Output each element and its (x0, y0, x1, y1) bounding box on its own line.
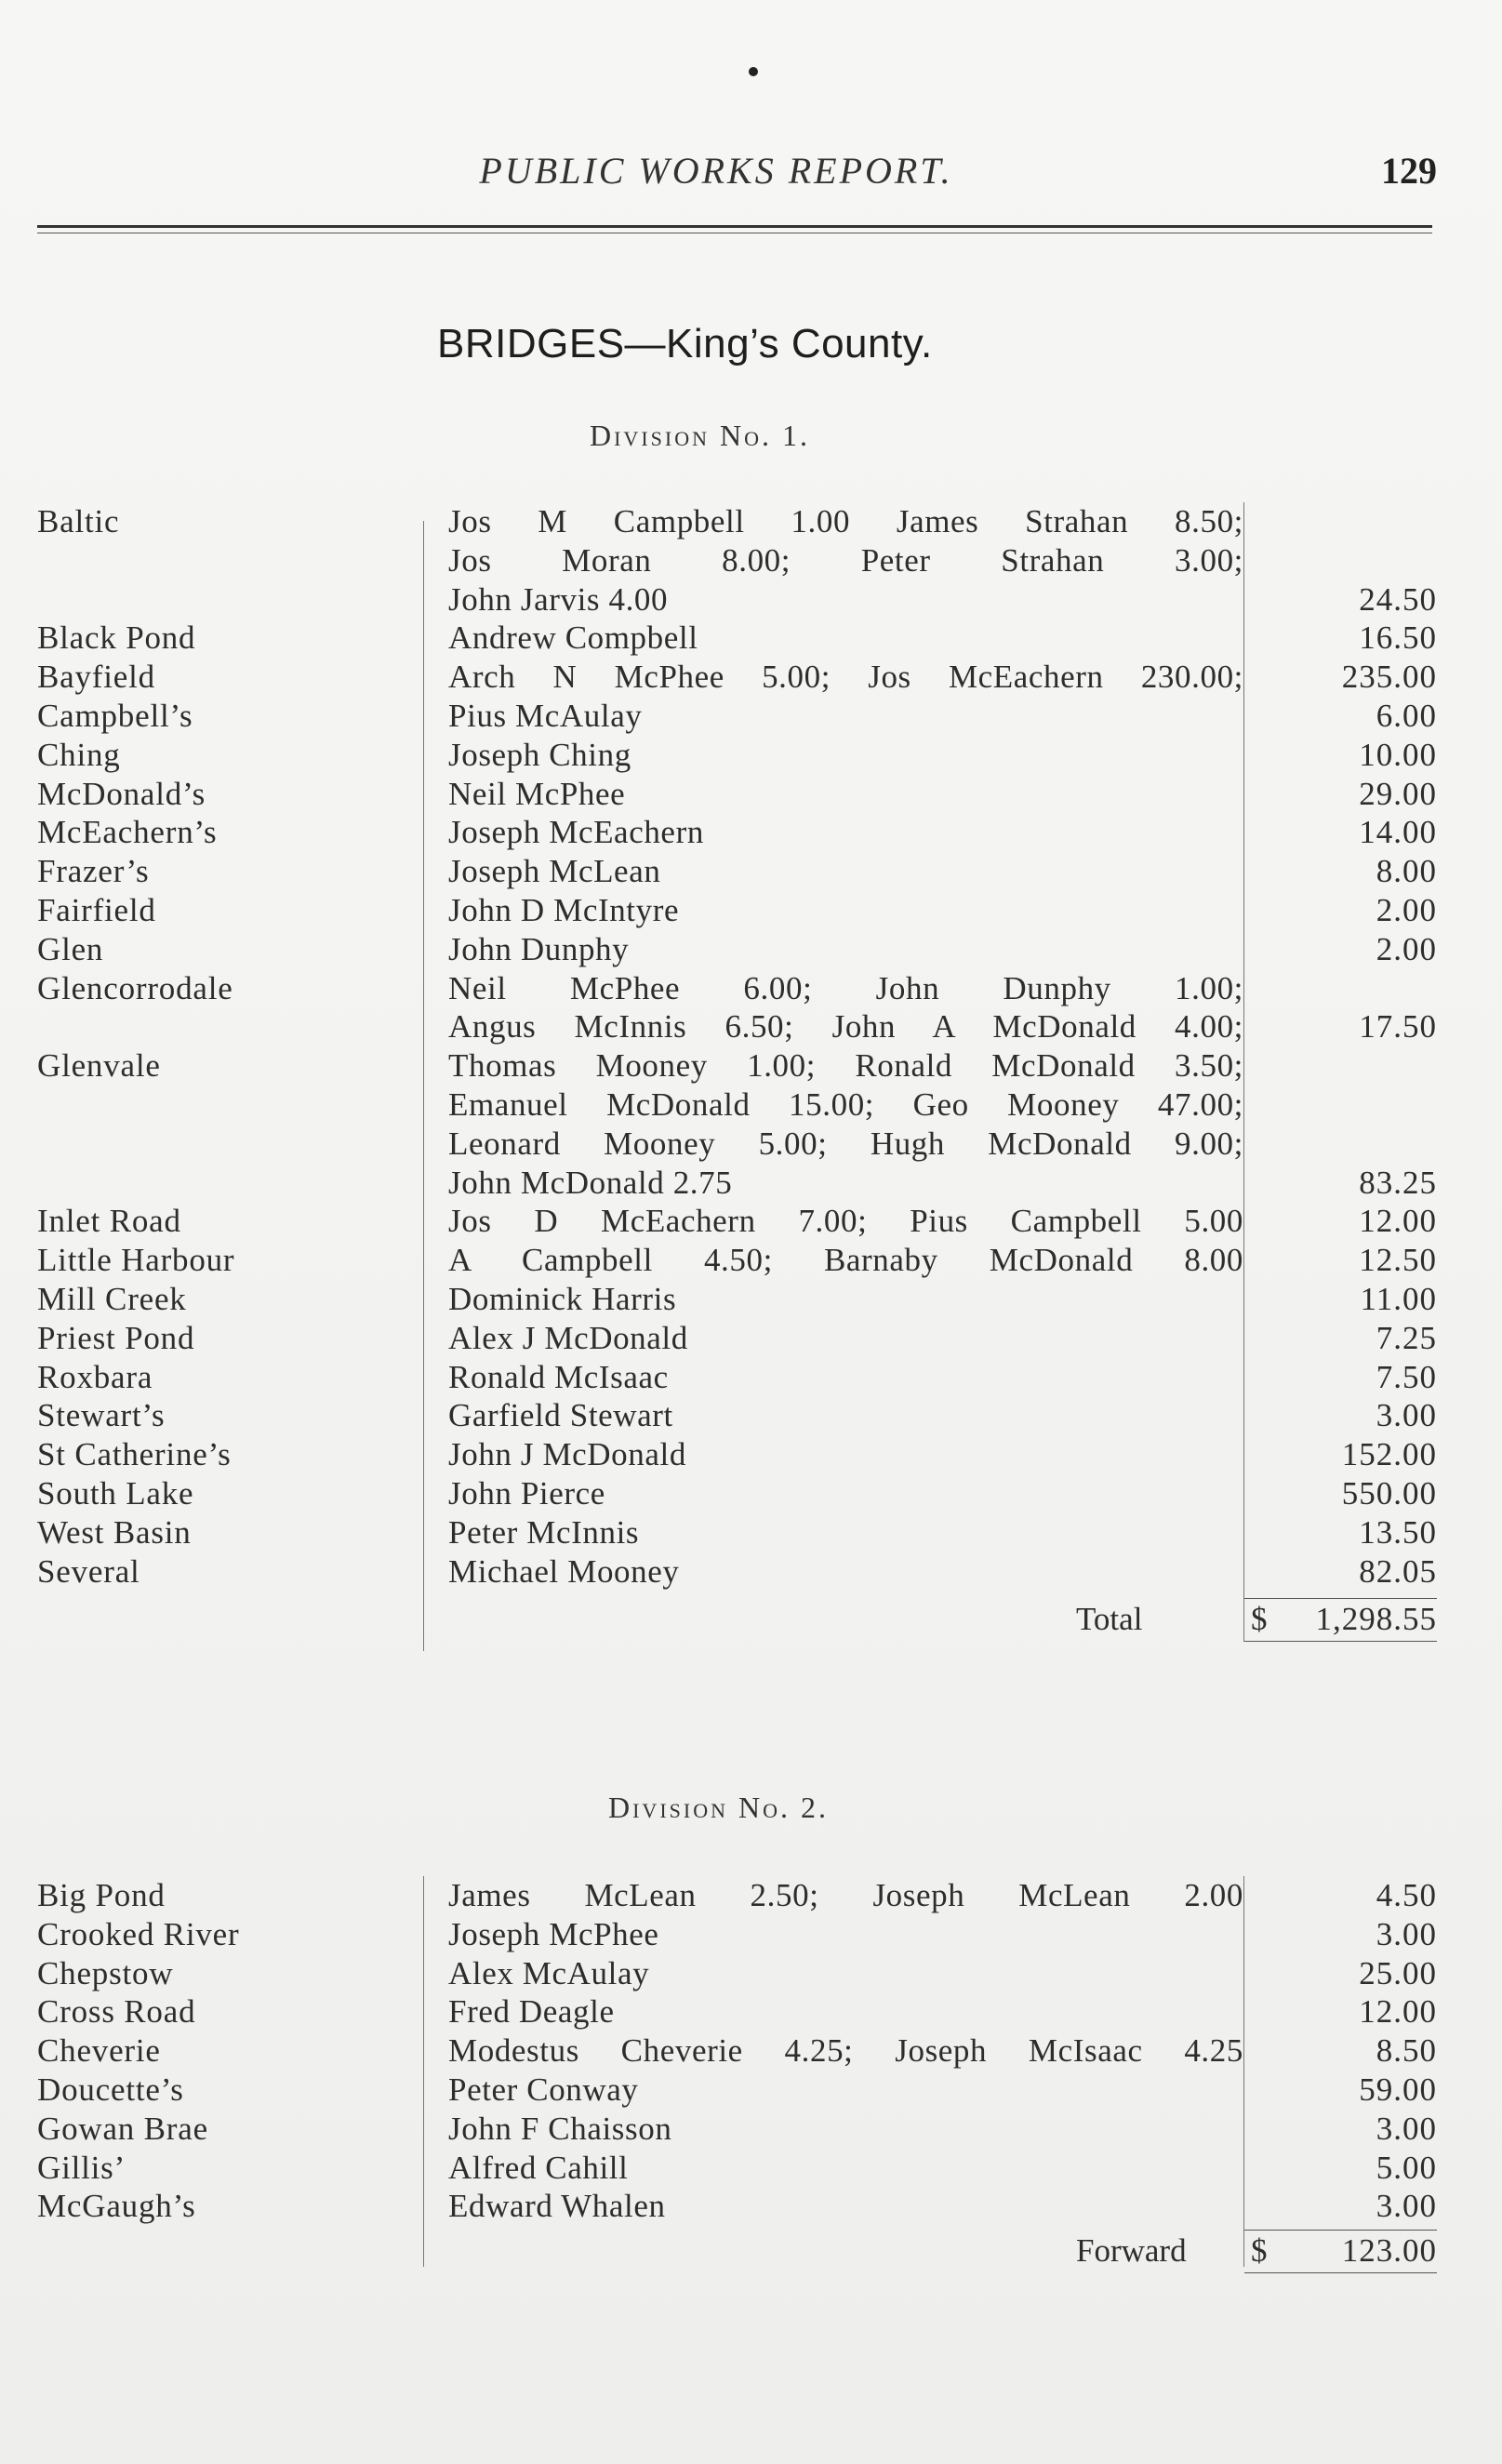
place-name: Chepstow (37, 1954, 174, 1991)
persons-paid: Alfred Cahill (448, 2149, 629, 2186)
table-row (0, 1125, 1502, 1164)
table-row (0, 1280, 1502, 1319)
dollar-sign: $ (1251, 2232, 1268, 2269)
table-row (0, 1085, 1502, 1125)
place-name: Cheverie (37, 2032, 161, 2070)
division-2-heading: Division No. 2. (608, 1791, 829, 1824)
division-1-total-amount: 1,298.55 (1315, 1601, 1437, 1637)
table-row (0, 813, 1502, 852)
place-name: West Basin (37, 1513, 192, 1551)
table-row (0, 1435, 1502, 1474)
amount: 12.00 (1359, 1993, 1437, 2031)
division-2-forward-amount: 123.00 (1341, 2232, 1437, 2269)
persons-paid: Joseph McLean (448, 853, 661, 890)
persons-paid: John Dunphy (448, 930, 630, 967)
amount: 6.00 (1376, 698, 1437, 734)
place-name: Crooked River (37, 1915, 240, 1952)
table-row (0, 1358, 1502, 1397)
place-name: Baltic (37, 503, 120, 539)
table-row (0, 2187, 1502, 2226)
persons-paid: John D McIntyre (448, 892, 680, 928)
persons-paid: Jos Moran 8.00; Peter Strahan 3.00; (448, 541, 1243, 579)
table-row (0, 775, 1502, 814)
division-1-total-label: Total (1076, 1601, 1143, 1637)
place-name: Gowan Brae (37, 2110, 208, 2147)
persons-paid: James McLean 2.50; Joseph McLean 2.00 (448, 1877, 1243, 1913)
amount: 83.25 (1359, 1164, 1437, 1201)
amount: 8.50 (1376, 2032, 1437, 2070)
persons-paid: Leonard Mooney 5.00; Hugh McDonald 9.00; (448, 1125, 1243, 1162)
persons-paid: Joseph McEachern (448, 814, 704, 851)
persons-paid: Emanuel McDonald 15.00; Geo Mooney 47.00; (448, 1086, 1243, 1123)
table-row (0, 2110, 1502, 2149)
place-name: Frazer’s (37, 853, 150, 890)
place-name: South Lake (37, 1475, 194, 1512)
table-row (0, 891, 1502, 930)
place-name: Inlet Road (37, 1203, 181, 1240)
table-row (0, 1552, 1502, 1592)
persons-paid: Edward Whalen (448, 2188, 666, 2225)
table-row (0, 502, 1502, 541)
table-row (0, 930, 1502, 969)
persons-paid: Arch N McPhee 5.00; Jos McEachern 230.00; (448, 659, 1243, 696)
table-row (0, 2031, 1502, 2071)
persons-paid: Modestus Cheverie 4.25; Joseph McIsaac 4.25 (448, 2032, 1243, 2070)
persons-paid: Jos D McEachern 7.00; Pius Campbell 5.00 (448, 1203, 1243, 1240)
division-2-forward (0, 2231, 1502, 2271)
table-row (0, 1513, 1502, 1552)
persons-paid: John F Chaisson (448, 2110, 672, 2147)
place-name: Glen (37, 930, 104, 967)
place-name: St Catherine’s (37, 1436, 232, 1473)
table-row (0, 541, 1502, 580)
persons-paid: Ronald McIsaac (448, 1358, 669, 1395)
amount: 5.00 (1376, 2149, 1437, 2186)
place-name: Bayfield (37, 659, 155, 696)
amount: 235.00 (1341, 659, 1437, 696)
amount: 29.00 (1359, 775, 1437, 812)
amount: 59.00 (1359, 2071, 1437, 2108)
table-row (0, 1202, 1502, 1241)
amount: 17.50 (1359, 1008, 1437, 1046)
place-name: Cross Road (37, 1993, 196, 2031)
amount: 8.00 (1376, 853, 1437, 890)
persons-paid: Alex J McDonald (448, 1319, 688, 1356)
place-name: Gillis’ (37, 2149, 126, 2186)
place-name: Little Harbour (37, 1242, 235, 1279)
table-row (0, 2149, 1502, 2188)
table-row (0, 969, 1502, 1008)
amount: 3.00 (1376, 1915, 1437, 1952)
sum-rule (1244, 1598, 1437, 1599)
amount: 16.50 (1359, 619, 1437, 657)
table-row (0, 1474, 1502, 1513)
amount: 82.05 (1359, 1552, 1437, 1590)
dollar-sign: $ (1251, 1601, 1268, 1637)
persons-paid: Joseph Ching (448, 736, 631, 773)
table-row (0, 580, 1502, 619)
amount: 4.50 (1376, 1877, 1437, 1913)
table-row (0, 736, 1502, 775)
table-row (0, 619, 1502, 658)
persons-paid: Garfield Stewart (448, 1397, 673, 1434)
table-row (0, 1241, 1502, 1280)
place-name: Big Pond (37, 1877, 166, 1913)
place-name: Fairfield (37, 892, 156, 928)
table-row (0, 2071, 1502, 2110)
place-name: Glenvale (37, 1047, 161, 1085)
sum-rule (1244, 2230, 1437, 2231)
place-name: Priest Pond (37, 1319, 195, 1356)
amount: 152.00 (1341, 1436, 1437, 1473)
place-name: McGaugh’s (37, 2188, 196, 2225)
persons-paid: Peter Conway (448, 2071, 639, 2108)
persons-paid: A Campbell 4.50; Barnaby McDonald 8.00 (448, 1242, 1243, 1279)
amount: 14.00 (1359, 814, 1437, 851)
amount: 2.00 (1376, 892, 1437, 928)
amount: 550.00 (1341, 1475, 1437, 1512)
table-row (0, 852, 1502, 891)
table-row (0, 1992, 1502, 2031)
persons-paid: John McDonald 2.75 (448, 1164, 733, 1201)
header-rule (37, 225, 1432, 228)
persons-paid: Dominick Harris (448, 1281, 677, 1317)
amount: 3.00 (1376, 2110, 1437, 2147)
persons-paid: Pius McAulay (448, 698, 643, 734)
place-name: Glencorrodale (37, 969, 233, 1006)
persons-paid: Andrew Compbell (448, 619, 698, 657)
amount: 13.50 (1359, 1513, 1437, 1551)
division-1-heading: Division No. 1. (590, 419, 810, 452)
persons-paid: John J McDonald (448, 1436, 686, 1473)
amount: 2.00 (1376, 930, 1437, 967)
amount: 12.00 (1359, 1203, 1437, 1240)
place-name: Campbell’s (37, 698, 193, 734)
amount: 10.00 (1359, 736, 1437, 773)
persons-paid: Michael Mooney (448, 1552, 680, 1590)
amount: 7.25 (1376, 1319, 1437, 1356)
page-number: 129 (1381, 150, 1437, 192)
persons-paid: Angus McInnis 6.50; John A McDonald 4.00; (448, 1008, 1243, 1046)
amount: 3.00 (1376, 1397, 1437, 1434)
persons-paid: Neil McPhee 6.00; John Dunphy 1.00; (448, 969, 1243, 1006)
place-name: Black Pond (37, 619, 196, 657)
place-name: Roxbara (37, 1358, 153, 1395)
persons-paid: Thomas Mooney 1.00; Ronald McDonald 3.50; (448, 1047, 1243, 1085)
place-name: Doucette’s (37, 2071, 184, 2108)
table-row (0, 1396, 1502, 1435)
division-1-total (0, 1600, 1502, 1639)
persons-paid: Joseph McPhee (448, 1915, 659, 1952)
amount: 24.50 (1359, 580, 1437, 618)
table-row (0, 1164, 1502, 1203)
table-row (0, 1046, 1502, 1085)
table-row (0, 1007, 1502, 1046)
place-name: Mill Creek (37, 1281, 187, 1317)
amount: 11.00 (1360, 1281, 1437, 1317)
persons-paid: John Jarvis 4.00 (448, 580, 669, 618)
persons-paid: Neil McPhee (448, 775, 626, 812)
place-name: McDonald’s (37, 775, 206, 812)
place-name: Stewart’s (37, 1397, 166, 1434)
amount: 12.50 (1359, 1242, 1437, 1279)
persons-paid: Fred Deagle (448, 1993, 615, 2031)
section-heading: BRIDGES—King’s County. (437, 321, 933, 366)
amount: 25.00 (1359, 1954, 1437, 1991)
amount: 7.50 (1376, 1358, 1437, 1395)
table-row (0, 1954, 1502, 1993)
persons-paid: Jos M Campbell 1.00 James Strahan 8.50; (448, 503, 1243, 539)
table-row (0, 1915, 1502, 1954)
table-row (0, 1319, 1502, 1358)
persons-paid: Peter McInnis (448, 1513, 640, 1551)
amount: 3.00 (1376, 2188, 1437, 2225)
running-head (0, 149, 1502, 205)
division-2-table (0, 1876, 1502, 2276)
table-row (0, 1876, 1502, 1915)
division-2-forward-label: Forward (1076, 2232, 1187, 2269)
persons-paid: John Pierce (448, 1475, 605, 1512)
place-name: Ching (37, 736, 121, 773)
table-row (0, 658, 1502, 697)
place-name: McEachern’s (37, 814, 218, 851)
running-title: PUBLIC WORKS REPORT. (479, 150, 953, 192)
division-1-table (0, 502, 1502, 1656)
bullet-mark (749, 67, 758, 76)
persons-paid: Alex McAulay (448, 1954, 650, 1991)
total-underline (1244, 1641, 1437, 1642)
place-name: Several (37, 1552, 140, 1590)
table-row (0, 697, 1502, 736)
total-underline (1244, 2272, 1437, 2273)
